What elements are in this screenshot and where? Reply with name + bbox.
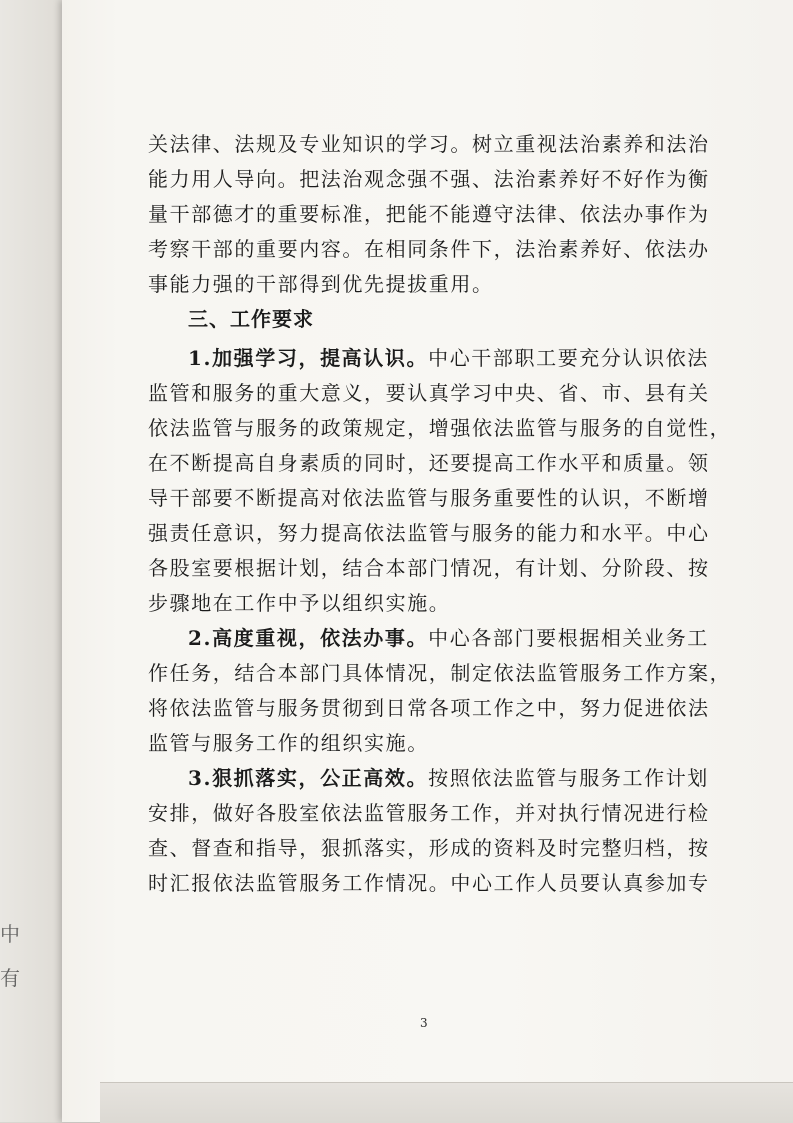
paragraph-line: 将依法监管与服务贯彻到日常各项工作之中，努力促进依法 <box>148 696 710 720</box>
section-heading: 三、工作要求 <box>188 307 314 331</box>
item-text: 中心各部门要根据相关业务工 <box>428 626 709 650</box>
item-first-line <box>148 622 709 654</box>
item-text: 按照依法监管与服务工作计划 <box>428 766 709 790</box>
item-title: 3.狠抓落实，公正高效。 <box>188 766 429 790</box>
paragraph-line: 监管和服务的重大意义，要认真学习中央、省、市、县有关 <box>148 381 710 405</box>
paragraph-line: 各股室要根据计划，结合本部门情况，有计划、分阶段、按 <box>148 556 710 580</box>
item-title: 2.高度重视，依法办事。 <box>188 626 429 650</box>
page-bottom-edge <box>100 1082 793 1123</box>
paragraph-line: 能力用人导向。把法治观念强不强、法治素养好不好作为衡 <box>148 167 710 191</box>
paragraph-line: 时汇报依法监管服务工作情况。中心工作人员要认真参加专 <box>148 871 710 895</box>
item-title: 1.加强学习，提高认识。 <box>188 346 429 370</box>
item-first-line <box>148 762 709 794</box>
paragraph-line: 在不断提高自身素质的同时，还要提高工作水平和质量。领 <box>148 451 710 475</box>
paragraph-line: 安排，做好各股室依法监管服务工作，并对执行情况进行检 <box>148 801 710 825</box>
paragraph-line: 导干部要不断提高对依法监管与服务重要性的认识，不断增 <box>148 486 710 510</box>
item-text: 中心干部职工要充分认识依法 <box>428 346 709 370</box>
paragraph-line: 关法律、法规及专业知识的学习。树立重视法治素养和法治 <box>148 132 710 156</box>
item-first-line <box>148 342 709 374</box>
paragraph-line: 强责任意识，努力提高依法监管与服务的能力和水平。中心 <box>148 521 710 545</box>
paragraph-line: 步骤地在工作中予以组织实施。 <box>148 591 451 615</box>
paragraph-line: 监管与服务工作的组织实施。 <box>148 731 429 755</box>
bleed-through-char: 中 <box>0 922 20 946</box>
paragraph-line: 事能力强的干部得到优先提拔重用。 <box>148 272 494 296</box>
paragraph-line: 查、督查和指导，狠抓落实，形成的资料及时完整归档，按 <box>148 836 710 860</box>
paragraph-line: 依法监管与服务的政策规定，增强依法监管与服务的自觉性， <box>148 416 732 440</box>
bleed-through-char: 有 <box>0 966 20 990</box>
page-number: 3 <box>420 1016 428 1030</box>
paragraph-line: 作任务，结合本部门具体情况，制定依法监管服务工作方案， <box>148 661 732 685</box>
document-body <box>148 128 732 899</box>
paragraph-line: 量干部德才的重要标准，把能不能遵守法律、依法办事作为 <box>148 202 710 226</box>
paragraph-line: 考察干部的重要内容。在相同条件下，法治素养好、依法办 <box>148 237 710 261</box>
previous-page-edge <box>0 0 62 1122</box>
